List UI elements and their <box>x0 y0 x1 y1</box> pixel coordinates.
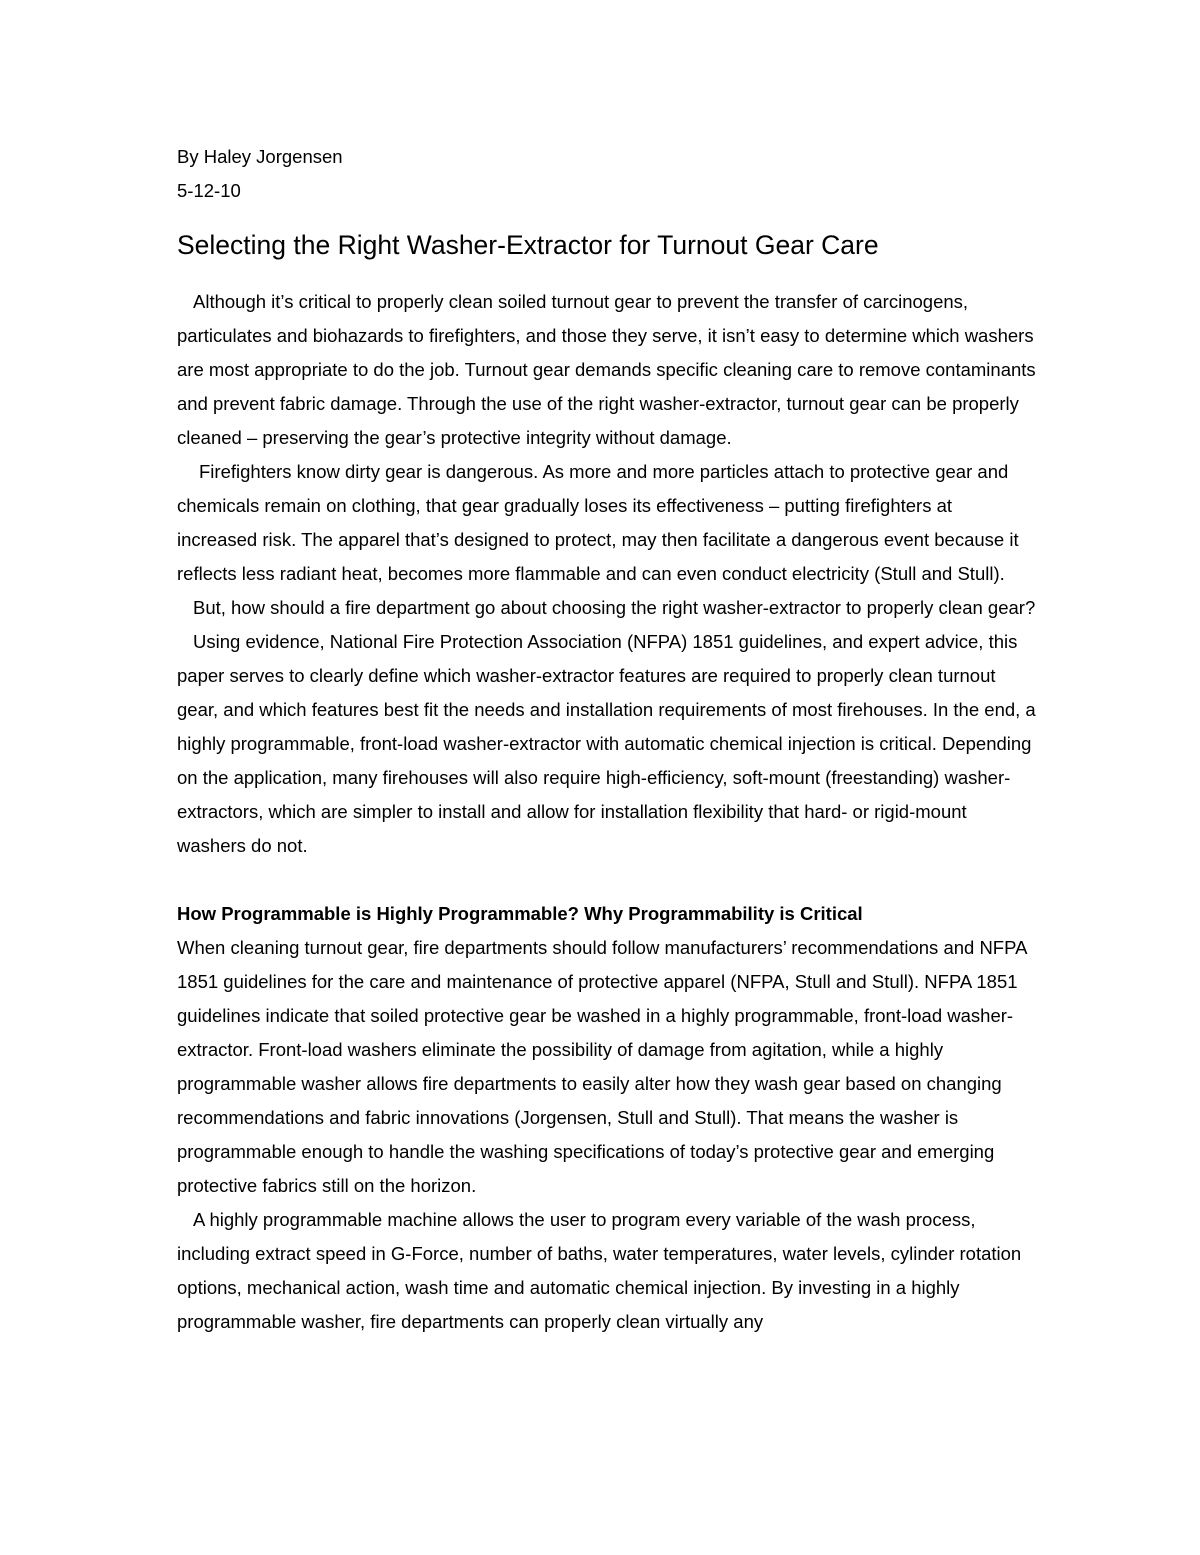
paragraph: Firefighters know dirty gear is dangerous. As more and more particles attach to protective gear and chemicals remain on clothing, that gear gradually loses its effectiveness – putting firefighters at increased risk. The apparel that’s designed to protect, may then facilitate a dangerous event because it reflects less radiant heat, becomes more flammable and can even conduct electricity (Stull and Stull). <box>177 461 1019 584</box>
section-heading: How Programmable is Highly Programmable? Why Programmability is Critical <box>177 903 863 924</box>
paragraph: A highly programmable machine allows the user to program every variable of the wash process, including extract speed in G-Force, number of baths, water temperatures, water levels, cylinder rotation options, mechanical action, wash time and automatic chemical injection. By investing in a highly programmable washer, fire departments can properly clean virtually any <box>177 1209 1022 1332</box>
paragraph: But, how should a fire department go about choosing the right washer-extractor to properly clean gear? <box>193 597 1036 618</box>
document-date: 5-12-10 <box>177 180 241 201</box>
paragraph: Using evidence, National Fire Protection Association (NFPA) 1851 guidelines, and expert advice, this paper serves to clearly define which washer-extractor features are required to properly clean turnout gear, and which features best fit the needs and installation requirements of most firehouses. In the end, a highly programmable, front-load washer-extractor with automatic chemical injection is critical. Depending on the application, many firehouses will also require high-efficiency, soft-mount (freestanding) washer-extractors, which are simpler to install and allow for installation flexibility that hard- or rigid-mount washers do not. <box>177 631 1036 856</box>
paragraph: Although it’s critical to properly clean soiled turnout gear to prevent the transfer of carcinogens, particulates and biohazards to firefighters, and those they serve, it isn’t easy to determine which washers are most appropriate to do the job. Turnout gear demands specific cleaning care to remove contaminants and prevent fabric damage. Through the use of the right washer-extractor, turnout gear can be properly cleaned – preserving the gear’s protective integrity without damage. <box>177 291 1036 448</box>
document-content <box>177 140 1037 1339</box>
paragraph: When cleaning turnout gear, fire departments should follow manufacturers’ recommendations and NFPA 1851 guidelines for the care and maintenance of protective apparel (NFPA, Stull and Stull). NFPA 1851 guidelines indicate that soiled protective gear be washed in a highly programmable, front-load washer-extractor. Front-load washers eliminate the possibility of damage from agitation, while a highly programmable washer allows fire departments to easily alter how they wash gear based on changing recommendations and fabric innovations (Jorgensen, Stull and Stull). That means the washer is programmable enough to handle the washing specifications of today’s protective gear and emerging protective fabrics still on the horizon. <box>177 937 1027 1196</box>
document-title: Selecting the Right Washer-Extractor for Turnout Gear Care <box>177 230 879 260</box>
author-byline: By Haley Jorgensen <box>177 146 343 167</box>
